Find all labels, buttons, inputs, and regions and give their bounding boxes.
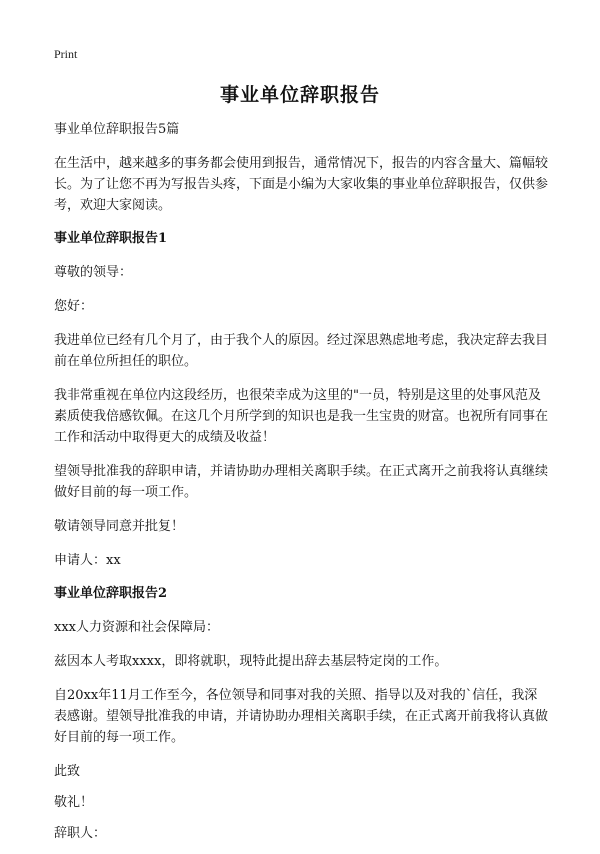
section-2-closing-2: 敬礼！	[54, 795, 94, 810]
section-2-heading: 事业单位辞职报告2	[54, 586, 168, 601]
section-1-salutation: 尊敬的领导：	[54, 265, 133, 280]
section-2-paragraph-1: 兹因本人考取xxxx，即将就职，现特此提出辞去基层特定岗的工作。	[54, 654, 448, 669]
section-2-addressee: xxx人力资源和社会保障局：	[54, 620, 219, 635]
section-1-heading: 事业单位辞职报告1	[54, 231, 168, 246]
document-subtitle: 事业单位辞职报告5篇	[54, 122, 180, 137]
section-1-paragraph-3: 望领导批准我的辞职申请，并请协助办理相关离职手续。在正式离开之前我将认真继续做好目前的每一项工作。	[54, 464, 549, 500]
document-body	[54, 119, 548, 854]
section-1-paragraph-2: 我非常重视在单位内这段经历，也很荣幸成为这里的"一员，特别是这里的处事风范及素质使我倍感钦佩。在这几个月所学到的知识也是我一生宝贵的财富。也祝所有同事在工作和活动中取得更大的成绩及收益！	[54, 388, 549, 445]
section-1-closing: 敬请领导同意并批复！	[54, 519, 185, 534]
section-2-paragraph-2: 自20xx年11月工作至今，各位领导和同事对我的关照、指导以及对我的`信任，我深表感谢。望领导批准我的申请，并请协助办理相关离职手续，在正式离开前我将认真做好目前的每一项工作。	[54, 688, 549, 745]
section-1-greeting: 您好：	[54, 299, 94, 314]
section-2-signer: 辞职人：	[54, 826, 107, 841]
section-2-closing-1: 此致	[54, 764, 81, 779]
section-1-applicant: 申请人：xx	[54, 553, 121, 568]
intro-paragraph: 在生活中，越来越多的事务都会使用到报告，通常情况下，报告的内容含量大、篇幅较长。为了让您不再为写报告头疼，下面是小编为大家收集的事业单位辞职报告，仅供参考，欢迎大家阅读。	[54, 156, 549, 213]
page-title: 事业单位辞职报告	[219, 84, 380, 106]
section-1-paragraph-1: 我进单位已经有几个月了，由于我个人的原因。经过深思熟虑地考虑，我决定辞去我目前在单位所担任的职位。	[54, 333, 549, 369]
print-link[interactable]: Print	[54, 47, 78, 61]
